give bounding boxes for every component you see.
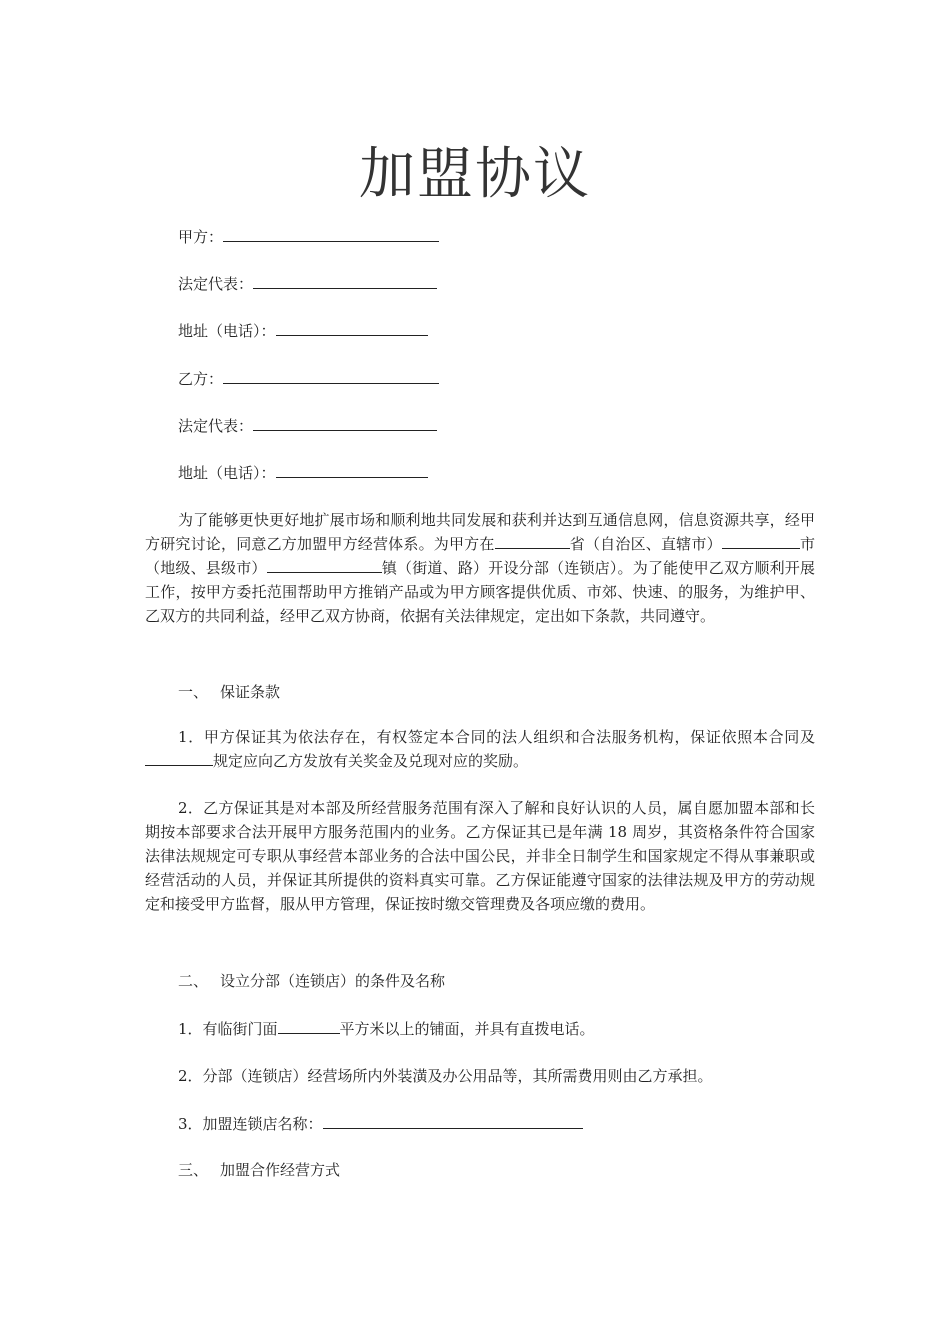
section-1-item-2: 2．乙方保证其是对本部及所经营服务范围有深入了解和良好认识的人员，属自愿加盟本部和长期按本部要求合法开展甲方服务范围内的业务。乙方保证其已是年满 18 周岁，其资格条件符合国家法律法规规定可专职从事经营本部业务的合法中国公民，并非全日制学生和国家规定不得从事兼职或经营活动的人员，并保证其所提供的资料真实可靠。乙方保证能遵守国家的法律法规及甲方的劳动规定和接受甲方监督，服从甲方管理，保证按时缴交管理费及各项应缴的费用。	[145, 799, 815, 913]
party-a-address-field	[178, 320, 428, 341]
section-3-title: 加盟合作经营方式	[220, 1161, 341, 1179]
section-1-item-1-text-a: 1．甲方保证其为依法存在，有权签定本合同的法人组织和合法服务机构，保证依照本合同及	[178, 728, 815, 746]
party-b-address-field	[178, 462, 428, 483]
party-b-field	[178, 368, 439, 389]
section-2-number: 二、	[178, 972, 209, 990]
party-b-blank[interactable]	[223, 368, 439, 384]
section-1-heading	[178, 682, 280, 702]
section-2-title: 设立分部（连锁店）的条件及名称	[220, 972, 446, 990]
party-a-address-blank[interactable]	[276, 320, 428, 336]
party-a-blank[interactable]	[223, 226, 439, 242]
party-a-label: 甲方：	[178, 228, 224, 246]
city-blank[interactable]	[722, 533, 800, 549]
party-b-address-label: 地址（电话）：	[178, 464, 276, 482]
section-2-item-3	[178, 1113, 583, 1134]
area-blank[interactable]	[278, 1018, 340, 1034]
section-2-item-1-text-b: 平方米以上的铺面，并具有直拨电话。	[339, 1020, 595, 1038]
party-b-representative-field	[178, 415, 437, 436]
town-blank[interactable]	[267, 557, 382, 573]
section-1-item-1-text-b: 规定应向乙方发放有关奖金及兑现对应的奖励。	[213, 752, 529, 770]
party-b-address-blank[interactable]	[276, 462, 428, 478]
intro-paragraph	[145, 508, 815, 628]
party-a-representative-field	[178, 273, 437, 294]
regulation-blank[interactable]	[145, 750, 213, 766]
section-2-heading	[178, 971, 445, 991]
section-3-heading	[178, 1160, 340, 1180]
party-a-address-label: 地址（电话）：	[178, 322, 276, 340]
section-1-item-1	[145, 725, 815, 773]
section-2-item-3-text: 3．加盟连锁店名称：	[178, 1115, 323, 1133]
party-b-representative-blank[interactable]	[253, 415, 437, 431]
intro-text-2: 省（自治区、直辖市）	[569, 535, 722, 553]
intro-text-3: 市（地级、县级市）	[145, 535, 815, 577]
intro-text-4: 镇（街道、路）开设分部（连锁店）。为了能使甲乙双方顺利开展工作，按甲方委托范围帮助甲方推销产品或为甲方顾客提供优质、市郊、快速、的服务，为维护甲、乙双方的共同利益，经甲乙双方协商，依据有关法律规定，定出如下条款，共同遵守。	[145, 559, 815, 625]
document-title: 加盟协议	[359, 142, 591, 207]
party-a-representative-blank[interactable]	[253, 273, 437, 289]
section-3-number: 三、	[178, 1161, 209, 1179]
store-name-blank[interactable]	[323, 1113, 583, 1129]
section-2-item-2: 2．分部（连锁店）经营场所内外装潢及办公用品等，其所需费用则由乙方承担。	[178, 1067, 713, 1085]
party-a-field	[178, 226, 439, 247]
section-1-number: 一、	[178, 683, 209, 701]
party-b-label: 乙方：	[178, 370, 224, 388]
province-blank[interactable]	[495, 533, 570, 549]
intro-text-1: 为了能够更快更好地扩展市场和顺利地共同发展和获利并达到互通信息网，信息资源共享，经甲方研究讨论，同意乙方加盟甲方经营体系。为甲方在	[145, 511, 815, 553]
section-2-item-1	[178, 1018, 595, 1039]
section-2-item-1-text-a: 1．有临街门面	[178, 1020, 278, 1038]
party-a-representative-label: 法定代表：	[178, 275, 254, 293]
party-b-representative-label: 法定代表：	[178, 417, 254, 435]
section-1-title: 保证条款	[220, 683, 281, 701]
